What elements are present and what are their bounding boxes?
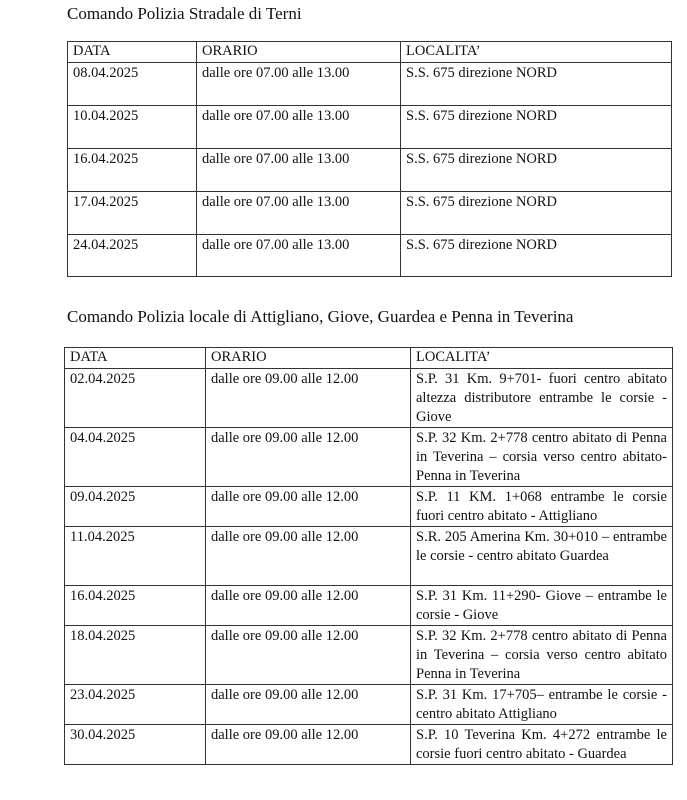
section-title-polizia-stradale: Comando Polizia Stradale di Terni <box>67 4 302 23</box>
cell-data: 17.04.2025 <box>68 192 197 235</box>
cell-localita: S.S. 675 direzione NORD <box>401 63 672 106</box>
table-row <box>68 235 672 277</box>
cell-orario: dalle ore 09.00 alle 12.00 <box>206 685 411 725</box>
cell-orario: dalle ore 07.00 alle 13.00 <box>197 235 401 277</box>
cell-localita: S.P. 32 Km. 2+778 centro abitato di Penna in Teverina – corsia verso centro abitato Penna in Teverina <box>411 626 673 685</box>
cell-orario: dalle ore 09.00 alle 12.00 <box>206 725 411 765</box>
table-header-row <box>68 42 672 63</box>
cell-orario: dalle ore 09.00 alle 12.00 <box>206 586 411 626</box>
cell-localita: S.S. 675 direzione NORD <box>401 192 672 235</box>
cell-orario: dalle ore 07.00 alle 13.00 <box>197 149 401 192</box>
cell-localita: S.S. 675 direzione NORD <box>401 106 672 149</box>
table-row <box>68 192 672 235</box>
header-orario: ORARIO <box>197 42 401 63</box>
cell-data: 02.04.2025 <box>65 369 206 428</box>
section-title-polizia-locale: Comando Polizia locale di Attigliano, Giove, Guardea e Penna in Teverina <box>67 307 574 326</box>
table-header-row <box>65 348 673 369</box>
table-row <box>65 428 673 487</box>
cell-data: 08.04.2025 <box>68 63 197 106</box>
table-row <box>65 586 673 626</box>
table-row <box>68 106 672 149</box>
cell-localita: S.P. 11 KM. 1+068 entrambe le corsie fuori centro abitato - Attigliano <box>411 487 673 527</box>
table-row <box>68 149 672 192</box>
cell-data: 16.04.2025 <box>68 149 197 192</box>
table-row <box>65 527 673 586</box>
table-row <box>68 63 672 106</box>
cell-orario: dalle ore 07.00 alle 13.00 <box>197 106 401 149</box>
cell-localita: S.P. 32 Km. 2+778 centro abitato di Penna in Teverina – corsia verso centro abitato- Penna in Teverina <box>411 428 673 487</box>
cell-localita: S.P. 31 Km. 11+290- Giove – entrambe le corsie - Giove <box>411 586 673 626</box>
cell-orario: dalle ore 09.00 alle 12.00 <box>206 428 411 487</box>
cell-orario: dalle ore 09.00 alle 12.00 <box>206 527 411 586</box>
cell-data: 18.04.2025 <box>65 626 206 685</box>
cell-localita: S.S. 675 direzione NORD <box>401 149 672 192</box>
cell-data: 09.04.2025 <box>65 487 206 527</box>
header-data: DATA <box>65 348 206 369</box>
table-row <box>65 725 673 765</box>
cell-localita: S.S. 675 direzione NORD <box>401 235 672 277</box>
table-row <box>65 626 673 685</box>
cell-localita: S.R. 205 Amerina Km. 30+010 – entrambe le corsie - centro abitato Guardea <box>411 527 673 586</box>
cell-orario: dalle ore 09.00 alle 12.00 <box>206 626 411 685</box>
header-localita: LOCALITA’ <box>401 42 672 63</box>
cell-localita: S.P. 31 Km. 17+705– entrambe le corsie - centro abitato Attigliano <box>411 685 673 725</box>
cell-localita: S.P. 31 Km. 9+701- fuori centro abitato altezza distributore entrambe le corsie - Giove <box>411 369 673 428</box>
cell-data: 04.04.2025 <box>65 428 206 487</box>
header-orario: ORARIO <box>206 348 411 369</box>
cell-data: 16.04.2025 <box>65 586 206 626</box>
cell-data: 30.04.2025 <box>65 725 206 765</box>
schedule-table-polizia-locale <box>64 347 673 765</box>
table-row <box>65 369 673 428</box>
header-localita: LOCALITA’ <box>411 348 673 369</box>
cell-orario: dalle ore 09.00 alle 12.00 <box>206 487 411 527</box>
header-data: DATA <box>68 42 197 63</box>
cell-data: 23.04.2025 <box>65 685 206 725</box>
table-row <box>65 487 673 527</box>
schedule-table-polizia-stradale <box>67 41 672 277</box>
cell-orario: dalle ore 07.00 alle 13.00 <box>197 192 401 235</box>
cell-localita: S.P. 10 Teverina Km. 4+272 entrambe le corsie fuori centro abitato - Guardea <box>411 725 673 765</box>
cell-data: 10.04.2025 <box>68 106 197 149</box>
cell-orario: dalle ore 07.00 alle 13.00 <box>197 63 401 106</box>
cell-orario: dalle ore 09.00 alle 12.00 <box>206 369 411 428</box>
cell-data: 24.04.2025 <box>68 235 197 277</box>
table-row <box>65 685 673 725</box>
cell-data: 11.04.2025 <box>65 527 206 586</box>
